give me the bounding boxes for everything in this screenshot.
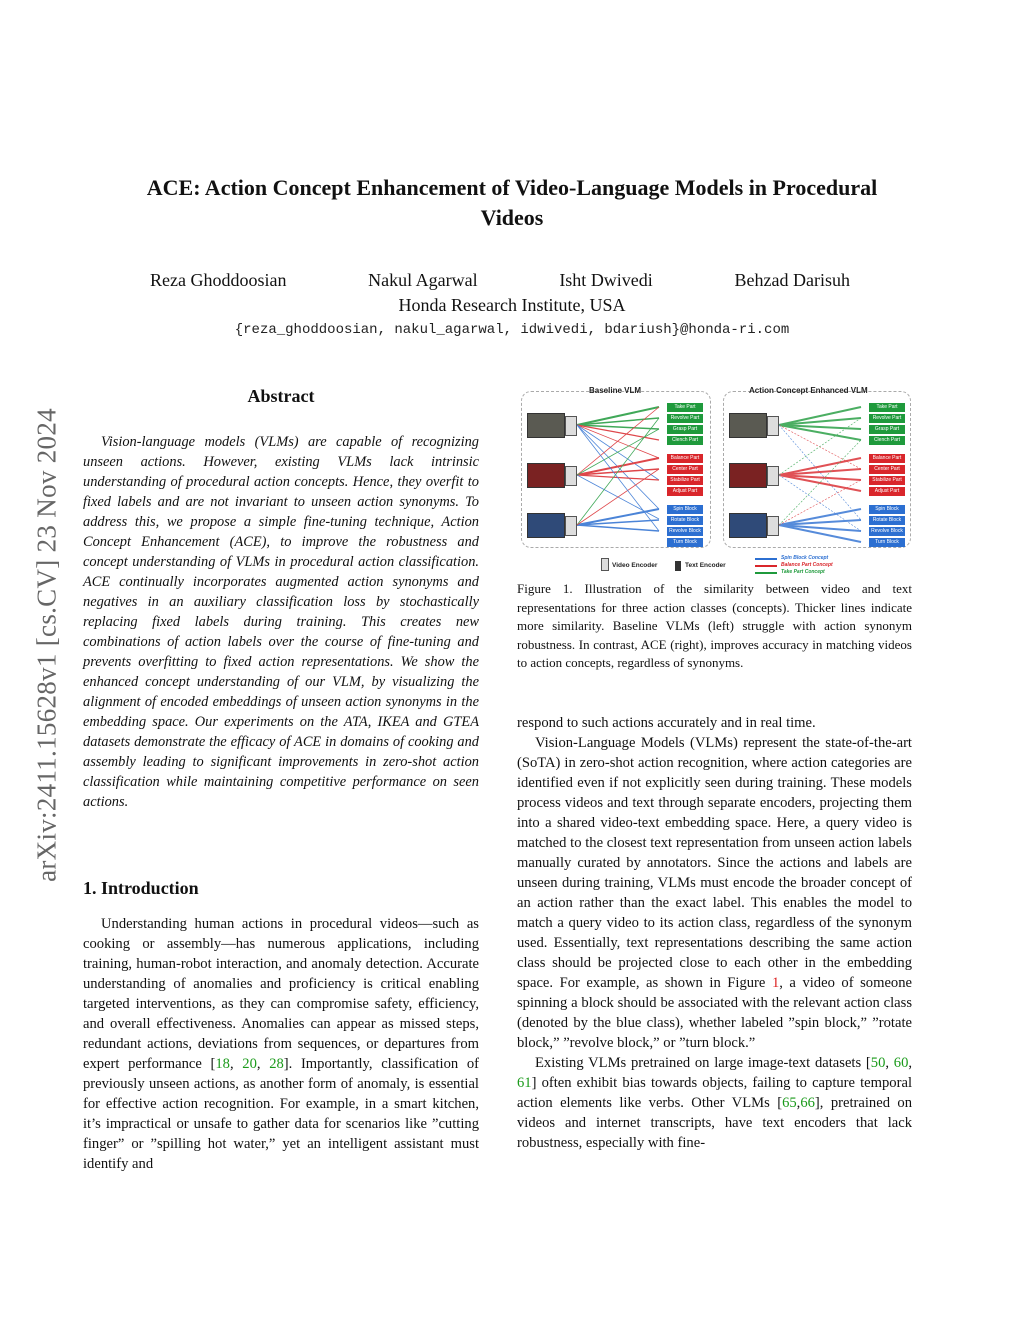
label-turn-block: Turn Block [869, 538, 905, 547]
label-revolve-block: Revolve Block [869, 527, 905, 536]
video-encoder-icon [767, 466, 779, 486]
intro-text-b: ]. Importantly, classification of previously unseen actions, as another form of anomaly, is essential for effective action recognition. For example, in a smart kitchen, it’s impractical or unsafe to gather data for scenarios like ”cutting finger” or ”spilling hot water,” yet an intelligent assistant must identify and [83, 1056, 480, 1172]
label-turn-block: Turn Block [667, 538, 703, 547]
label-revolve-part: Revolve Part [869, 414, 905, 423]
paper-title [60, 173, 964, 233]
video-encoder-icon [565, 466, 577, 486]
label-revolve-block: Revolve Block [667, 527, 703, 536]
legend-balance-part-concept: Balance Part Concept [781, 562, 833, 568]
label-clench-part: Clench Part [869, 436, 905, 445]
citation-link[interactable]: 66 [800, 1095, 815, 1111]
citation-link[interactable]: 28 [269, 1056, 284, 1072]
citation-link[interactable]: 65 [782, 1095, 797, 1111]
legend-line-red [755, 565, 777, 567]
intro-text-a: Understanding human actions in procedural videos—such as cooking or assembly—has numerous applications, including training, human-robot interaction, and anomaly detection. Accurate understanding of anomalies and proficiency is critical enabling targeted interventions, as they can compromise safety, efficiency, and overall effectiveness. Anomalies can appear as missed steps, redundant actions, deviations from sequences, or departures from expert performance [ [83, 916, 479, 1072]
right-p1-text-a: Vision-Language Models (VLMs) represent the state-of-the-art (SoTA) in zero-shot action recognition, where action categories are identified even if not explicitly seen during training. These models process videos and text through separate encoders, projecting them into a shared video-text embedding space. Here, a query video is matched to the closest text representation from unseen action labels manually curated by annotators. Since the actions and labels are unseen during training, VLMs must encode the broader concept of an action rather than the exact label. This enables the model to match a query video to its action class, regardless of the synonym used. Essentially, text representations describing the same action class should be projected close to each other in the embedding space. For example, as shown in Figure [517, 735, 912, 991]
ace-lines [779, 407, 861, 542]
right-p2-text-a: Existing VLMs pretrained on large image-text datasets [ [535, 1055, 871, 1071]
arxiv-side-stamp [26, 350, 68, 940]
citation-link[interactable]: 61 [517, 1075, 532, 1091]
right-p2-text-b: ] often exhibit bias towards objects, failing to capture temporal action elements like verbs. Other VLMs [ [517, 1075, 912, 1111]
video-thumb-green [527, 413, 565, 438]
video-thumb-green [729, 413, 767, 438]
video-thumb-blue [729, 513, 767, 538]
label-revolve-part: Revolve Part [667, 414, 703, 423]
abstract-heading: Abstract [247, 386, 315, 406]
baseline-lines [577, 407, 659, 531]
video-thumb-red [729, 463, 767, 488]
label-rotate-block: Rotate Block [869, 516, 905, 525]
legend-take-part-concept: Take Part Concept [781, 569, 825, 575]
citation-link[interactable]: 50 [870, 1055, 886, 1071]
right-paragraph-0: respond to such actions accurately and in real time. [517, 715, 816, 731]
label-spin-block: Spin Block [869, 505, 905, 514]
right-p2-text-c: ], pretrained on videos and internet transcripts, have text encoders that lack robustness, especially with fine- [517, 1095, 912, 1151]
video-encoder-icon [565, 516, 577, 536]
author-1: Reza Ghoddoosian [150, 270, 287, 290]
arxiv-id-text: arXiv:2411.15628v1 [cs.CV] 23 Nov 2024 [31, 408, 62, 882]
video-encoder-icon [767, 516, 779, 536]
label-rotate-block: Rotate Block [667, 516, 703, 525]
label-balance-part: Balance Part [869, 454, 905, 463]
video-thumb-red [527, 463, 565, 488]
label-grasp-part: Grasp Part [667, 425, 703, 434]
author-2: Nakul Agarwal [368, 270, 478, 290]
label-adjust-part: Adjust Part [869, 487, 905, 496]
right-paragraph-1 [517, 733, 912, 1053]
affiliation: Honda Research Institute, USA [398, 295, 626, 315]
abstract-text: Vision-language models (VLMs) are capable of recognizing unseen actions. However, existing VLMs lack intrinsic understanding of procedural action concepts. Hence, they overfit to fixed labels and are not invariant to unseen action synonyms. To address this, we propose a simple fine-tuning technique, Action Concept Enhancement (ACE), to improve the robustness and concept understanding of VLMs in procedural action classification. ACE continually incorporates augmented action synonyms and negatives in an auxiliary classification loss by stochastically replacing fixed labels during training. This creates new combinations of action labels over the course of fine-tuning and prevents overfitting to fixed action representations. We show the enhanced concept understanding of our VLM, by visualizing the alignment of encoded embeddings of unseen action synonyms in the embedding space. Our experiments on the ATA, IKEA and GTEA datasets demonstrate the efficacy of ACE in domains of cooking and assembly leading to significant improvements in zero-shot action classification while maintaining competitive performance on seen actions. [83, 434, 479, 810]
ace-title: Action Concept Enhanced VLM [749, 386, 868, 395]
intro-paragraph-1: Understanding human actions in procedural videos—such as cooking or assembly—has numerous applications, including training, human-robot interaction, and anomaly detection. Accurate understanding of anomalies and proficiency is critical enabling targeted interventions, as they can compromise safety, efficiency, and overall effectiveness. Anomalies can appear as missed steps, redundant actions, deviations from sequences, or departures from expert performance [18, 20, 28]. Importantly, classification of previously unseen actions, as another form of anomaly, is essential for effective action recognition. For example, in a smart kitchen, it’s impractical or unsafe to gather data for scenarios like ”cutting finger” or ”spilling hot water,” yet an intelligent assistant must identify and [83, 916, 480, 1172]
title-line-2: Videos [480, 205, 544, 230]
author-list [150, 270, 850, 291]
label-grasp-part: Grasp Part [869, 425, 905, 434]
label-adjust-part: Adjust Part [667, 487, 703, 496]
legend-text-encoder: Text Encoder [685, 562, 726, 569]
baseline-title: Baseline VLM [589, 386, 642, 395]
label-balance-part: Balance Part [667, 454, 703, 463]
label-stabilize-part: Stabilize Part [667, 476, 703, 485]
citation-link[interactable]: 18 [215, 1056, 230, 1072]
citation-link[interactable]: 20 [242, 1056, 257, 1072]
title-line-1: ACE: Action Concept Enhancement of Video-Language Models in Procedural [146, 175, 878, 200]
right-paragraph-2: Existing VLMs pretrained on large image-text datasets [50, 60, 61] often exhibit bias towards objects, failing to capture temporal action elements like verbs. Other VLMs [65,66], pretrained on videos and internet transcripts, have text encoders that lack robustness, especially with fine- [517, 1055, 913, 1151]
label-take-part: Take Part [869, 403, 905, 412]
label-clench-part: Clench Part [667, 436, 703, 445]
figure-caption: Figure 1. Illustration of the similarity between video and text representations for three action classes (concepts). Thicker lines indicate more similarity. Baseline VLMs (left) struggle with action synonym robustness. In contrast, ACE (right), improves accuracy in matching videos to action concepts, regardless of synonyms. [517, 581, 912, 670]
label-center-part: Center Part [869, 465, 905, 474]
legend-spin-block-concept: Spin Block Concept [781, 555, 829, 561]
label-take-part: Take Part [667, 403, 703, 412]
video-encoder-icon [565, 416, 577, 436]
author-3: Isht Dwivedi [559, 270, 653, 290]
figure-reference-link[interactable]: 1 [771, 975, 780, 991]
author-4: Behzad Darisuh [734, 270, 850, 290]
label-center-part: Center Part [667, 465, 703, 474]
video-encoder-icon [767, 416, 779, 436]
video-encoder-legend-icon [601, 558, 609, 571]
figure-1 [517, 383, 912, 580]
legend-line-green [755, 572, 777, 574]
legend-video-encoder: Video Encoder [612, 562, 658, 569]
video-thumb-blue [527, 513, 565, 538]
citation-link[interactable]: 60 [893, 1055, 909, 1071]
right-p1-text-b: , a video of someone spinning a block should be associated with the relevant action class (denoted by the blue class), whether labeled ”spin block,” ”rotate block,” ”revolve block,” or ”turn block.” [517, 975, 912, 1051]
introduction-heading: 1. Introduction [83, 878, 199, 898]
legend-line-blue [755, 558, 777, 560]
text-encoder-legend-icon [675, 561, 681, 571]
label-stabilize-part: Stabilize Part [869, 476, 905, 485]
label-spin-block: Spin Block [667, 505, 703, 514]
right-column-body [517, 713, 912, 1153]
author-emails: {reza_ghoddoosian, nakul_agarwal, idwivedi, bdariush}@honda-ri.com [234, 322, 790, 338]
